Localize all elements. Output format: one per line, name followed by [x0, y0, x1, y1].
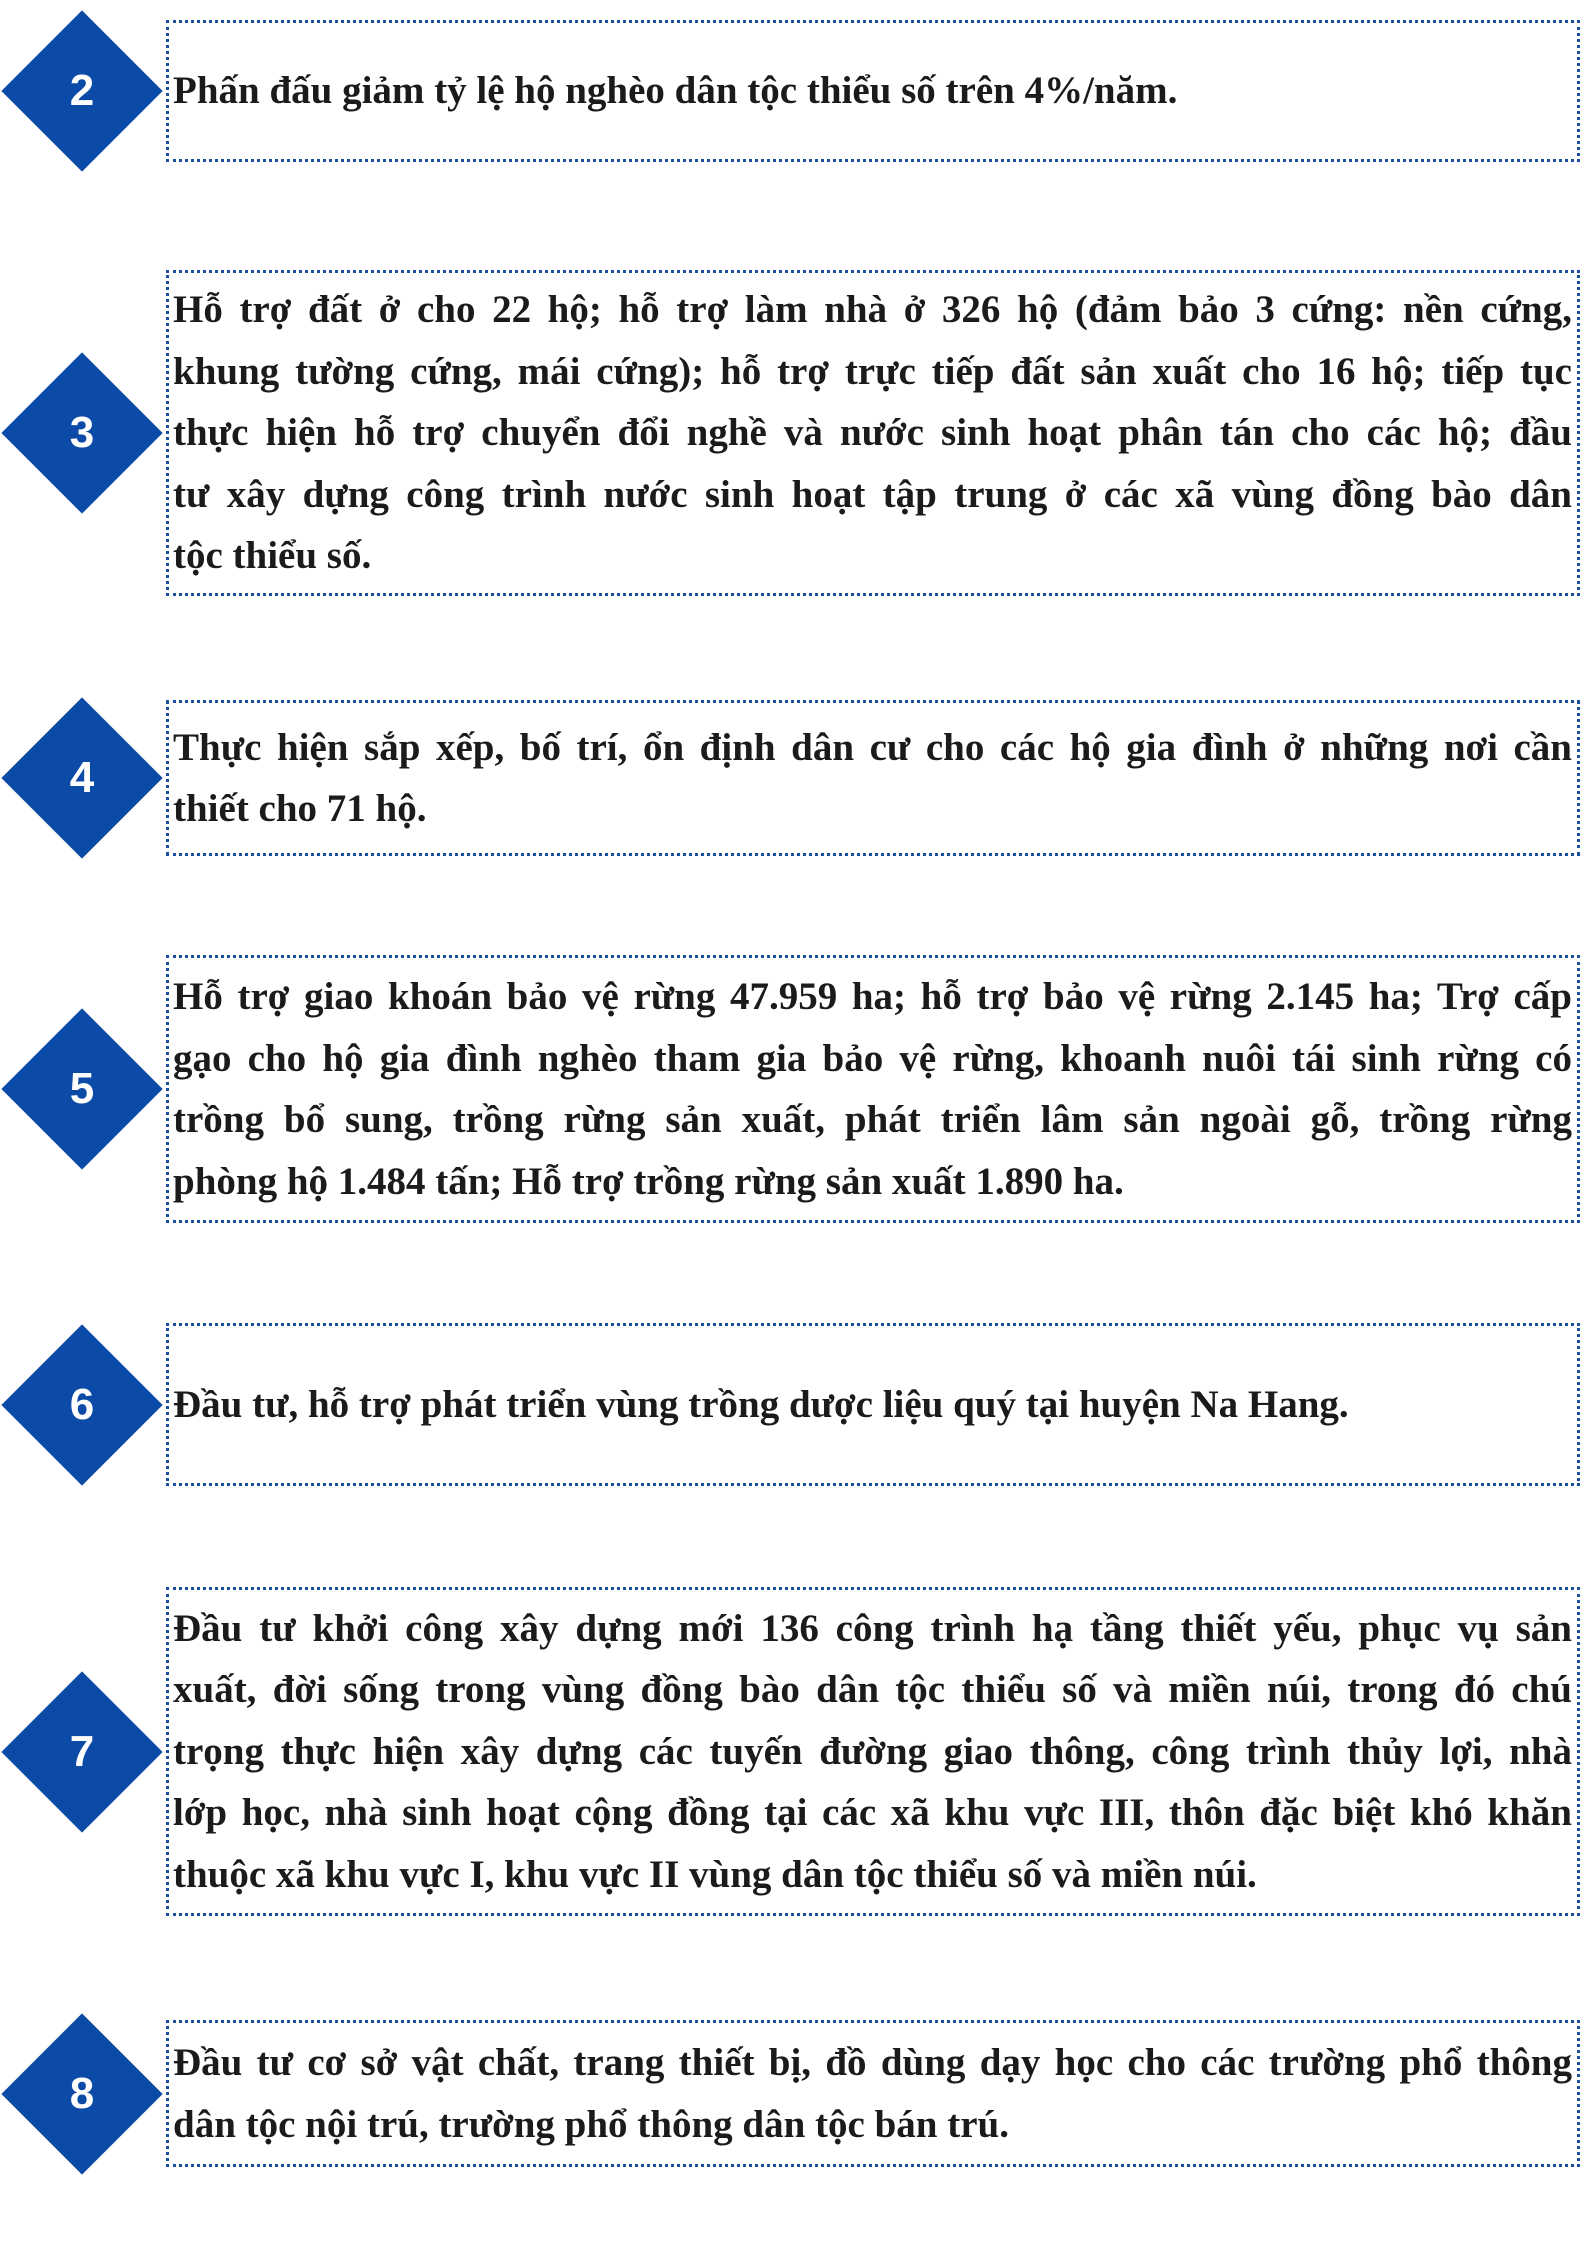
text-box	[166, 2020, 1580, 2167]
paragraph	[173, 966, 1572, 1212]
text-line: xuất, đời sống trong vùng đồng bào dân tộc thiểu số và miền núi, trong đó chú	[173, 1668, 1572, 1712]
paragraph	[173, 1374, 1572, 1436]
text-line: phòng hộ 1.484 tấn; Hỗ trợ trồng rừng sản xuất 1.890 ha.	[173, 1159, 1124, 1203]
number-badge	[1, 1671, 163, 1833]
number-badge	[1, 2013, 163, 2175]
text-box	[166, 270, 1580, 596]
paragraph	[173, 279, 1572, 587]
text-line: tư xây dựng công trình nước sinh hoạt tập trung ở các xã vùng đồng bào dân	[173, 472, 1572, 516]
text-line: trọng thực hiện xây dựng các tuyến đường giao thông, công trình thủy lợi, nhà	[173, 1729, 1572, 1773]
list-item	[0, 1587, 1587, 1916]
text-line: thiết cho 71 hộ.	[173, 787, 427, 830]
badge-number: 8	[69, 2068, 95, 2118]
paragraph	[173, 1598, 1572, 1906]
text-line: khung tường cứng, mái cứng); hỗ trợ trực tiếp đất sản xuất cho 16 hộ; tiếp tục	[173, 349, 1572, 393]
paragraph	[173, 717, 1572, 840]
list-item	[0, 270, 1587, 596]
text-line: tộc thiểu số.	[173, 534, 372, 578]
text-line: thuộc xã khu vực I, khu vực II vùng dân tộc thiểu số và miền núi.	[173, 1852, 1257, 1896]
badge-number: 4	[69, 753, 95, 802]
badge-number: 2	[69, 66, 95, 115]
text-line: Phấn đấu giảm tỷ lệ hộ nghèo dân tộc thiểu số trên 4%/năm.	[173, 69, 1178, 113]
text-line: gạo cho hộ gia đình nghèo tham gia bảo vệ rừng, khoanh nuôi tái sinh rừng có	[173, 1036, 1572, 1080]
badge-number: 5	[69, 1064, 95, 1113]
text-box	[166, 700, 1580, 856]
number-badge	[1, 352, 163, 514]
text-line: thực hiện hỗ trợ chuyển đổi nghề và nước sinh hoạt phân tán cho các hộ; đầu	[173, 411, 1572, 455]
paragraph	[173, 2032, 1572, 2155]
text-line: lớp học, nhà sinh hoạt cộng đồng tại các xã khu vực III, thôn đặc biệt khó khăn	[173, 1791, 1572, 1835]
number-badge	[1, 697, 163, 859]
paragraph	[173, 60, 1572, 122]
badge-number: 6	[69, 1379, 95, 1429]
text-line: trồng bổ sung, trồng rừng sản xuất, phát triển lâm sản ngoài gỗ, trồng rừng	[173, 1098, 1572, 1141]
badge-number: 7	[69, 1726, 95, 1776]
list-item	[0, 955, 1587, 1223]
text-box	[166, 1587, 1580, 1916]
text-box	[166, 1323, 1580, 1486]
text-line: Hỗ trợ giao khoán bảo vệ rừng 47.959 ha; hỗ trợ bảo vệ rừng 2.145 ha; Trợ cấp	[173, 975, 1572, 1018]
list-item	[0, 20, 1587, 162]
number-badge	[1, 1008, 163, 1170]
text-line: Hỗ trợ đất ở cho 22 hộ; hỗ trợ làm nhà ở 326 hộ (đảm bảo 3 cứng: nền cứng,	[173, 288, 1572, 332]
number-badge	[1, 10, 163, 172]
text-box	[166, 20, 1580, 162]
text-line: Đầu tư, hỗ trợ phát triển vùng trồng dược liệu quý tại huyện Na Hang.	[173, 1382, 1349, 1426]
text-line: dân tộc nội trú, trường phổ thông dân tộc bán trú.	[173, 2102, 1009, 2146]
text-line: Thực hiện sắp xếp, bố trí, ổn định dân cư cho các hộ gia đình ở những nơi cần	[173, 725, 1572, 769]
list-item	[0, 2020, 1587, 2167]
list-item	[0, 1323, 1587, 1486]
text-line: Đầu tư khởi công xây dựng mới 136 công trình hạ tầng thiết yếu, phục vụ sản	[173, 1606, 1572, 1650]
text-box	[166, 955, 1580, 1223]
text-line: Đầu tư cơ sở vật chất, trang thiết bị, đồ dùng dạy học cho các trường phổ thông	[173, 2041, 1572, 2084]
list-item	[0, 700, 1587, 856]
badge-number: 3	[69, 408, 95, 457]
number-badge	[1, 1324, 163, 1486]
